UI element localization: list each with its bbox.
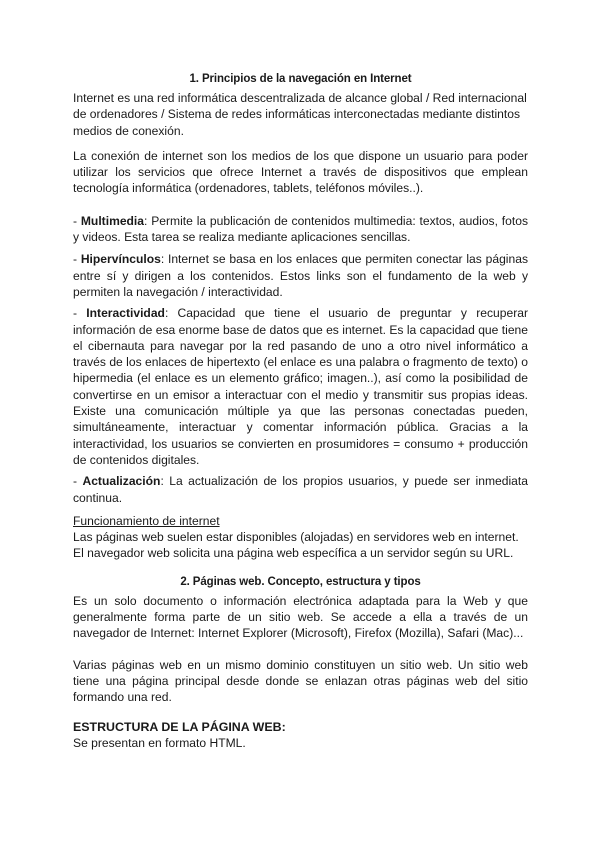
- estructura-heading: ESTRUCTURA DE LA PÁGINA WEB:: [73, 719, 286, 734]
- section-1-paragraph-1: Internet es una red informática descentralizada de alcance global / Red internacional de ordenadores / Sistema de redes informáticas interconectadas mediante distintos medios de conexión.: [73, 91, 527, 138]
- list-dash: -: [73, 252, 81, 267]
- feature-actualizacion: [73, 473, 528, 506]
- feature-multimedia: [73, 213, 528, 246]
- subheading-funcionamiento: Funcionamiento de internet: [73, 513, 220, 528]
- feature-term: Hipervínculos: [80, 252, 161, 267]
- list-dash: -: [73, 306, 87, 321]
- feature-interactividad: [73, 305, 528, 468]
- feature-term: Multimedia: [80, 213, 145, 228]
- feature-hipervinculos: [73, 251, 528, 300]
- feature-term: Actualización: [82, 474, 161, 489]
- feature-text: : Internet se basa en los enlaces que permiten conectar las páginas entre sí y dirigen a los contenidos. Estos links son el fundamento de la web y permiten la navegación / interactividad.: [73, 252, 528, 299]
- section-1-title: 1. Principios de la navegación en Internet: [189, 73, 412, 85]
- list-dash: -: [73, 213, 81, 228]
- feature-text: : Permite la publicación de contenidos multimedia: textos, audios, fotos y videos. Esta tarea se realiza mediante aplicaciones sencillas.: [73, 213, 528, 245]
- feature-term: Interactividad: [86, 306, 165, 321]
- section-2-title: 2. Páginas web. Concepto, estructura y tipos: [180, 575, 421, 588]
- section-2-paragraph-1: Es un solo documento o información electrónica adaptada para la Web y que generalmente forma parte de un sitio web. Se accede a ella a través de un navegador de Internet: Internet Explorer (Microsoft), Firefox (Mozilla), Safari (Mac)...: [73, 593, 528, 641]
- document-page: [73, 0, 528, 751]
- list-dash: -: [73, 474, 83, 489]
- section-1-paragraph-2: La conexión de internet son los medios de los que dispone un usuario para poder utilizar los servicios que ofrece Internet a través de dispositivos que emplean tecnología informática (ordenadores, tablets, teléfonos móviles..).: [73, 148, 528, 196]
- feature-text: : Capacidad que tiene el usuario de preguntar y recuperar información de esa enorme base de datos que es internet. Es la capacidad que tiene el cibernauta para navegar por la red pasando de uno a otro nivel informático a través de los enlaces de hipertexto (el enlace es una palabra o fragmento de texto) o hipermedia (el enlace es un elemento gráfico; imagen..), así como la posibilidad de convertirse en un emisor a interactuar con el medio y transmitir sus propias ideas. Existe una comunicación múltiple ya que las personas conectadas pueden, simultáneamente, interactuar y comentar información pública. Gracias a la interactividad, los usuarios se convierten en prosumidores = consumo + producción de contenidos digitales.: [73, 306, 528, 467]
- section-1-paragraph-3: Las páginas web suelen estar disponibles (alojadas) en servidores web en internet. El navegador web solicita una página web específica a un servidor según su URL.: [73, 530, 519, 561]
- section-2-paragraph-3: Se presentan en formato HTML.: [73, 735, 246, 750]
- feature-text: : La actualización de los propios usuarios, y puede ser inmediata continua.: [73, 474, 528, 505]
- section-2-paragraph-2: Varias páginas web en un mismo dominio constituyen un sitio web. Un sitio web tiene una página principal desde donde se enlazan otras páginas web del sitio formando una red.: [73, 657, 528, 705]
